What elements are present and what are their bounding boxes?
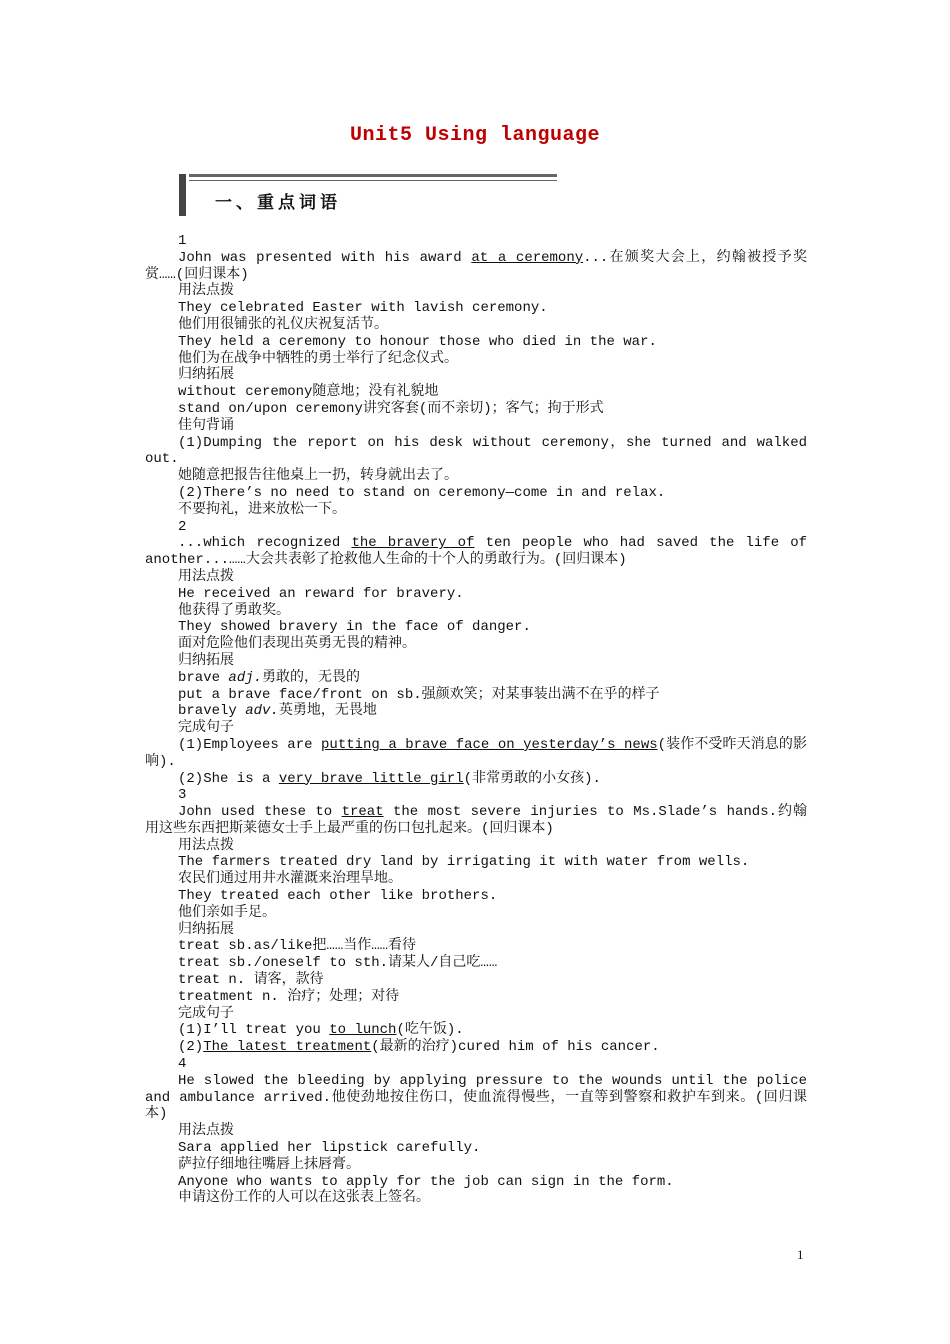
example-line: (2)There’s no need to stand on ceremony—come in and relax. bbox=[178, 484, 666, 501]
complete-label: 完成句子 bbox=[178, 720, 234, 737]
example-label: 佳句背诵 bbox=[178, 417, 234, 434]
item-number: 1 bbox=[178, 233, 187, 249]
section-heading: 一、重点词语 bbox=[215, 193, 341, 213]
complete-label: 完成句子 bbox=[178, 1005, 234, 1022]
extension-line: put a brave face/front on sb.强颜欢笑；对某事装出满不在乎的样子 bbox=[178, 686, 660, 703]
usage-line: 他获得了勇敢奖。 bbox=[178, 602, 290, 619]
extension-line: treat sb.as/like把……当作……看待 bbox=[178, 938, 417, 955]
extension-label: 归纳拓展 bbox=[178, 367, 234, 384]
extension-line: without ceremony随意地；没有礼貌地 bbox=[178, 384, 439, 401]
usage-line: 农民们通过用井水灌溉来治理旱地。 bbox=[178, 871, 402, 888]
answer-blank: to lunch bbox=[329, 1022, 397, 1039]
extension-line: brave adj.勇敢的，无畏的 bbox=[178, 669, 361, 686]
usage-line: 萨拉仔细地往嘴唇上抹唇膏。 bbox=[178, 1156, 360, 1173]
heading-rule-thick bbox=[189, 174, 557, 177]
extension-line: treat n. 请客，款待 bbox=[178, 972, 324, 989]
example-line: 她随意把报告往他桌上一扔，转身就出去了。 bbox=[178, 468, 458, 485]
usage-label: 用法点拨 bbox=[178, 1123, 234, 1140]
usage-line: 他们亲如手足。 bbox=[178, 904, 276, 921]
usage-line: They held a ceremony to honour those who died in the war. bbox=[178, 333, 657, 350]
key-phrase: treat bbox=[341, 804, 384, 821]
page-number: 1 bbox=[797, 1247, 804, 1262]
page-title: Unit5 Using language bbox=[349, 124, 601, 147]
section-heading-box bbox=[179, 174, 557, 216]
complete-line: (1)I’ll treat you to lunch(吃午饭). bbox=[178, 1022, 464, 1039]
usage-line: 他们为在战争中牺牲的勇士举行了纪念仪式。 bbox=[178, 350, 458, 367]
item-number: 3 bbox=[178, 787, 187, 804]
usage-label: 用法点拨 bbox=[178, 283, 234, 300]
key-phrase: the bravery of bbox=[351, 535, 475, 552]
usage-line: 申请这份工作的人可以在这张表上签名。 bbox=[178, 1190, 430, 1207]
extension-line: bravely adv.英勇地，无畏地 bbox=[178, 703, 377, 720]
source-sentence: ...which recognized the bravery of ten people who had saved the life of another...……大会共表彰了抢救他人生命的十个人的勇敢行为。(回归课本) bbox=[145, 535, 808, 569]
usage-line: Sara applied her lipstick carefully. bbox=[178, 1140, 481, 1157]
source-sentence: He slowed the bleeding by applying pressure to the wounds until the police and ambulance arrived.他使劲地按住伤口，使血流得慢些，一直等到警察和救护车到来。(回归课本) bbox=[145, 1072, 807, 1123]
source-sentence: John was presented with his award at a ceremony...在颁奖大会上，约翰被授予奖赏……(回归课本) bbox=[145, 249, 807, 283]
document-body bbox=[145, 233, 807, 1207]
complete-line: (2)The latest treatment(最新的治疗)cured him of his cancer. bbox=[178, 1039, 660, 1056]
usage-line: The farmers treated dry land by irrigating it with water from wells. bbox=[178, 854, 750, 871]
source-sentence: John used these to treat the most severe injuries to Ms.Slade’s hands.约翰用这些东西把斯莱德女士手上最严重的伤口包扎起来。(回归课本) bbox=[145, 804, 807, 837]
extension-line: treat sb./oneself to sth.请某人/自己吃…… bbox=[178, 955, 498, 972]
example-line: (1)Dumping the report on his desk without ceremony，she turned and walked out. bbox=[145, 434, 807, 468]
answer-blank: The latest treatment bbox=[203, 1039, 372, 1056]
item-number: 2 bbox=[178, 518, 187, 535]
answer-blank: very brave little girl bbox=[278, 770, 464, 787]
usage-label: 用法点拨 bbox=[178, 568, 234, 585]
usage-line: 他们用很铺张的礼仪庆祝复活节。 bbox=[178, 316, 388, 333]
extension-label: 归纳拓展 bbox=[178, 921, 234, 938]
extension-line: treatment n. 治疗；处理；对待 bbox=[178, 988, 400, 1005]
extension-label: 归纳拓展 bbox=[178, 652, 234, 669]
usage-line: They celebrated Easter with lavish ceremony. bbox=[178, 300, 548, 317]
heading-rule-thin bbox=[189, 180, 557, 181]
answer-blank: putting a brave face on yesterday’s news bbox=[321, 736, 658, 753]
usage-line: Anyone who wants to apply for the job can sign in the form. bbox=[178, 1173, 674, 1190]
item-number: 4 bbox=[178, 1056, 187, 1073]
complete-line: (1)Employees are putting a brave face on yesterday’s news(装作不受昨天消息的影响). bbox=[145, 736, 807, 770]
key-phrase: at a ceremony bbox=[471, 249, 584, 266]
usage-line: They treated each other like brothers. bbox=[178, 888, 498, 905]
usage-line: 面对危险他们表现出英勇无畏的精神。 bbox=[178, 636, 416, 653]
usage-line: He received an reward for bravery. bbox=[178, 585, 464, 602]
extension-line: stand on/upon ceremony讲究客套(而不亲切)；客气；拘于形式 bbox=[178, 400, 604, 417]
heading-bar bbox=[179, 174, 186, 216]
complete-line: (2)She is a very brave little girl(非常勇敢的小女孩). bbox=[178, 770, 601, 787]
usage-line: They showed bravery in the face of danger. bbox=[178, 619, 531, 636]
usage-label: 用法点拨 bbox=[178, 837, 234, 854]
example-line: 不要拘礼，进来放松一下。 bbox=[178, 501, 346, 518]
